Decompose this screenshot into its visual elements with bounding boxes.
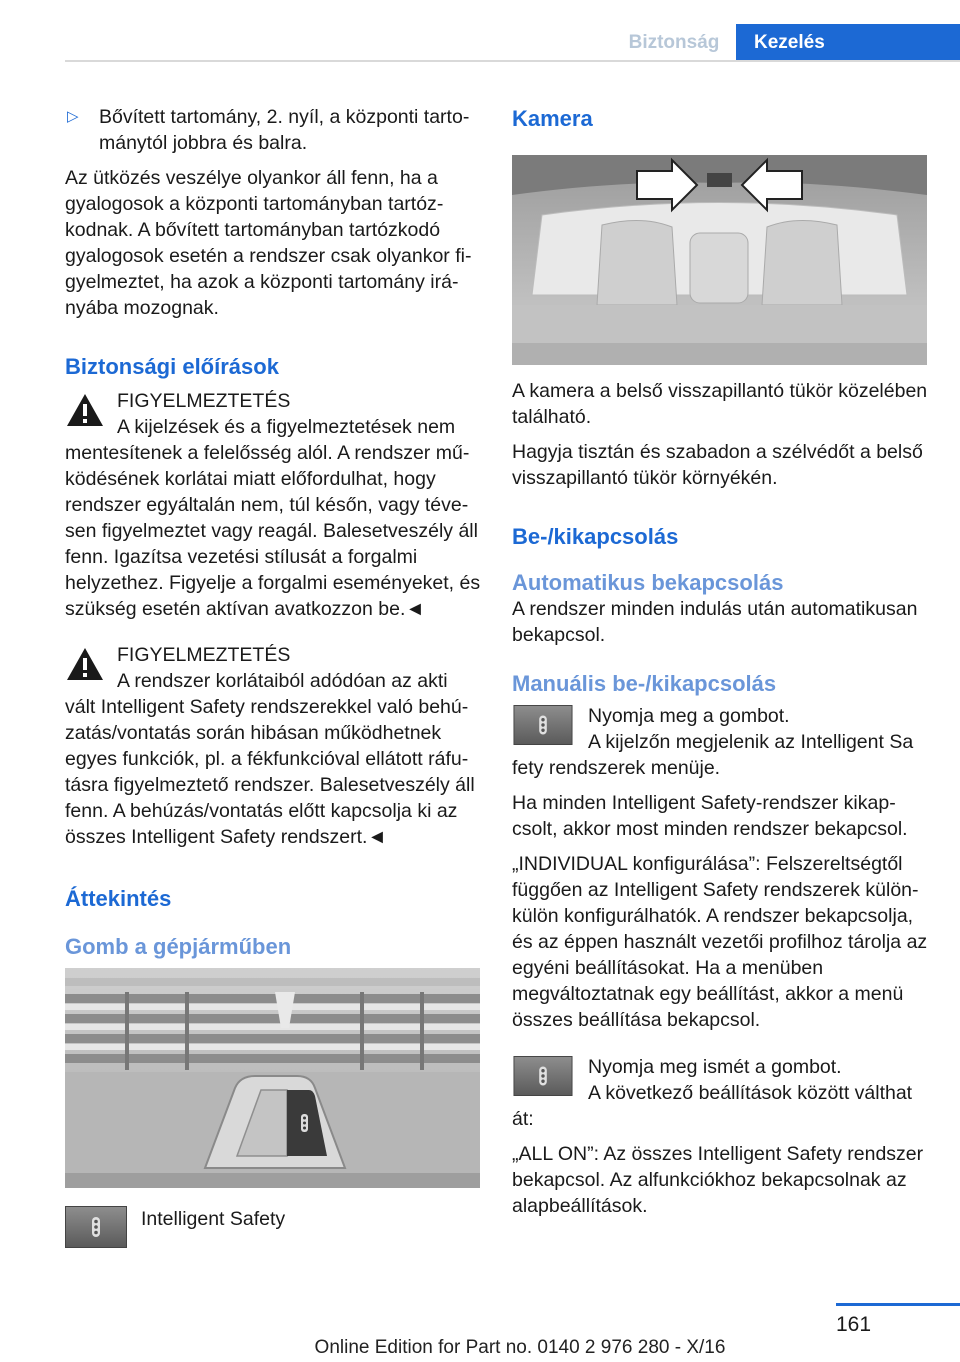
camera-clean-text: Hagyja tisztán és szabadon a szélvédőt a belső visszapillantó tükör környékén. bbox=[512, 441, 923, 489]
left-column bbox=[65, 104, 483, 962]
warning-1 bbox=[65, 388, 483, 622]
bullet-extended-range bbox=[65, 104, 483, 156]
right-column bbox=[512, 104, 930, 134]
warning-triangle-icon bbox=[65, 646, 105, 682]
intelligent-safety-button-row bbox=[65, 1206, 483, 1250]
collision-paragraph: Az ütközés veszélye olyankor áll fenn, ha a gyalogosok a központi tartományban tartózkodnak. A bővített tartományban tartózkodó gyalogosok esetén a rendszer csak olyankor figyelmeztet, ha azok a központi tartomány irányába mozognak. bbox=[65, 167, 472, 319]
manual-step-2-line-2: A következő beállítások között válthat bbox=[588, 1082, 913, 1104]
safety-button-icon bbox=[512, 1056, 574, 1096]
manual-step-1-rest: fety rendszerek menüje. bbox=[512, 757, 721, 779]
dashboard-vent-illustration bbox=[65, 968, 480, 1188]
heading-button-in-vehicle: Gomb a gépjárműben bbox=[65, 934, 292, 959]
safety-button-icon bbox=[65, 1206, 127, 1248]
manual-step-1 bbox=[512, 703, 930, 781]
manual-step-2 bbox=[512, 1054, 930, 1132]
heading-safety: Biztonsági előírások bbox=[65, 354, 279, 379]
warning-2-body: vált Intelligent Safety rendszerekkel való behúzatás/vontatás során hibásan működhetnek egyes funkciók, pl. a fékfunkcióval ellátott ráfutásra figyelmeztető rendszer. Balesetveszély áll fenn. A behúzás/vontatás előtt kapcsolja ki az összes Intelligent Safety rendszert.◄ bbox=[65, 696, 475, 848]
heading-overview: Áttekintés bbox=[65, 886, 172, 911]
warning-2 bbox=[65, 642, 483, 850]
heading-manual-on-off: Manuális be-/kikapcsolás bbox=[512, 671, 777, 696]
button-caption: Intelligent Safety bbox=[141, 1208, 286, 1230]
manual-individual-text: „INDIVIDUAL konfigurálása”: Felszereltségtől függően az Intelligent Safety rendszerek külön-külön konfigurálhatók. A rendszer bekapcsolja, és az éppen használt vezetői profilhoz tárolja az egyéni beállításokat. Ha a menüben megváltoztatnak egy beállítást, akkor a menü összes beállítása bekapcsol. bbox=[512, 853, 928, 1031]
warning-triangle-icon bbox=[65, 392, 105, 428]
car-interior-illustration bbox=[512, 155, 927, 365]
warning-2-first-line: A rendszer korlátaiból adódóan az akti bbox=[117, 670, 448, 692]
bullet-text: Bővített tartomány, 2. nyíl, a központi tartománytól jobbra és balra. bbox=[99, 106, 470, 154]
camera-photo bbox=[512, 155, 927, 365]
auto-on-text: A rendszer minden indulás után automatikusan bekapcsol. bbox=[512, 598, 918, 646]
manual-step-1-line-2: A kijelzőn megjelenik az Intelligent Sa bbox=[588, 731, 914, 753]
header-rule bbox=[65, 60, 960, 62]
footer-accent-bar bbox=[836, 1303, 960, 1306]
warning-2-title: FIGYELMEZTETÉS bbox=[117, 644, 291, 666]
header-tab-active: Kezelés bbox=[736, 24, 960, 62]
button-photo bbox=[65, 968, 480, 1188]
warning-1-title: FIGYELMEZTETÉS bbox=[117, 390, 291, 412]
manual-all-on-text: „ALL ON”: Az összes Intelligent Safety rendszer bekapcsol. Az alfunkciókhoz bekapcsolnak az alapbeállítások. bbox=[512, 1143, 924, 1217]
heading-on-off: Be-/kikapcsolás bbox=[512, 524, 679, 549]
manual-step-1-line-1: Nyomja meg a gombot. bbox=[588, 705, 790, 727]
camera-location-text: A kamera a belső visszapillantó tükör közelében található. bbox=[512, 380, 928, 428]
warning-1-body: mentesítenek a felelősség alól. A rendszer működésének korlátai miatt előfordulhat, hogy rendszer egyáltalán nem, túl későn, vagy tévesen figyelmeztet vagy reagál. Balesetveszély áll fenn. Igazítsa vezetési stílusát a forgalmi helyzethez. Figyelje a forgalmi eseményeket, és szükség esetén aktívan avatkozzon be.◄ bbox=[65, 442, 481, 620]
right-column-body bbox=[512, 378, 930, 1228]
header-tab-section: Biztonság bbox=[628, 32, 720, 53]
warning-1-first-line: A kijelzések és a figyelmeztetések nem bbox=[117, 416, 456, 438]
bullet-triangle-icon: ▷ bbox=[67, 108, 79, 125]
page-number: 161 bbox=[836, 1313, 872, 1336]
manual-all-off-text: Ha minden Intelligent Safety-rendszer kikapcsolt, akkor most minden rendszer bekapcsol. bbox=[512, 792, 908, 840]
manual-step-2-line-1: Nyomja meg ismét a gombot. bbox=[588, 1056, 842, 1078]
manual-step-2-rest: át: bbox=[512, 1108, 534, 1130]
heading-camera: Kamera bbox=[512, 106, 593, 131]
edition-line: Online Edition for Part no. 0140 2 976 280 - X/16 bbox=[314, 1337, 726, 1358]
safety-button-icon bbox=[512, 705, 574, 745]
heading-auto-on: Automatikus bekapcsolás bbox=[512, 570, 784, 595]
